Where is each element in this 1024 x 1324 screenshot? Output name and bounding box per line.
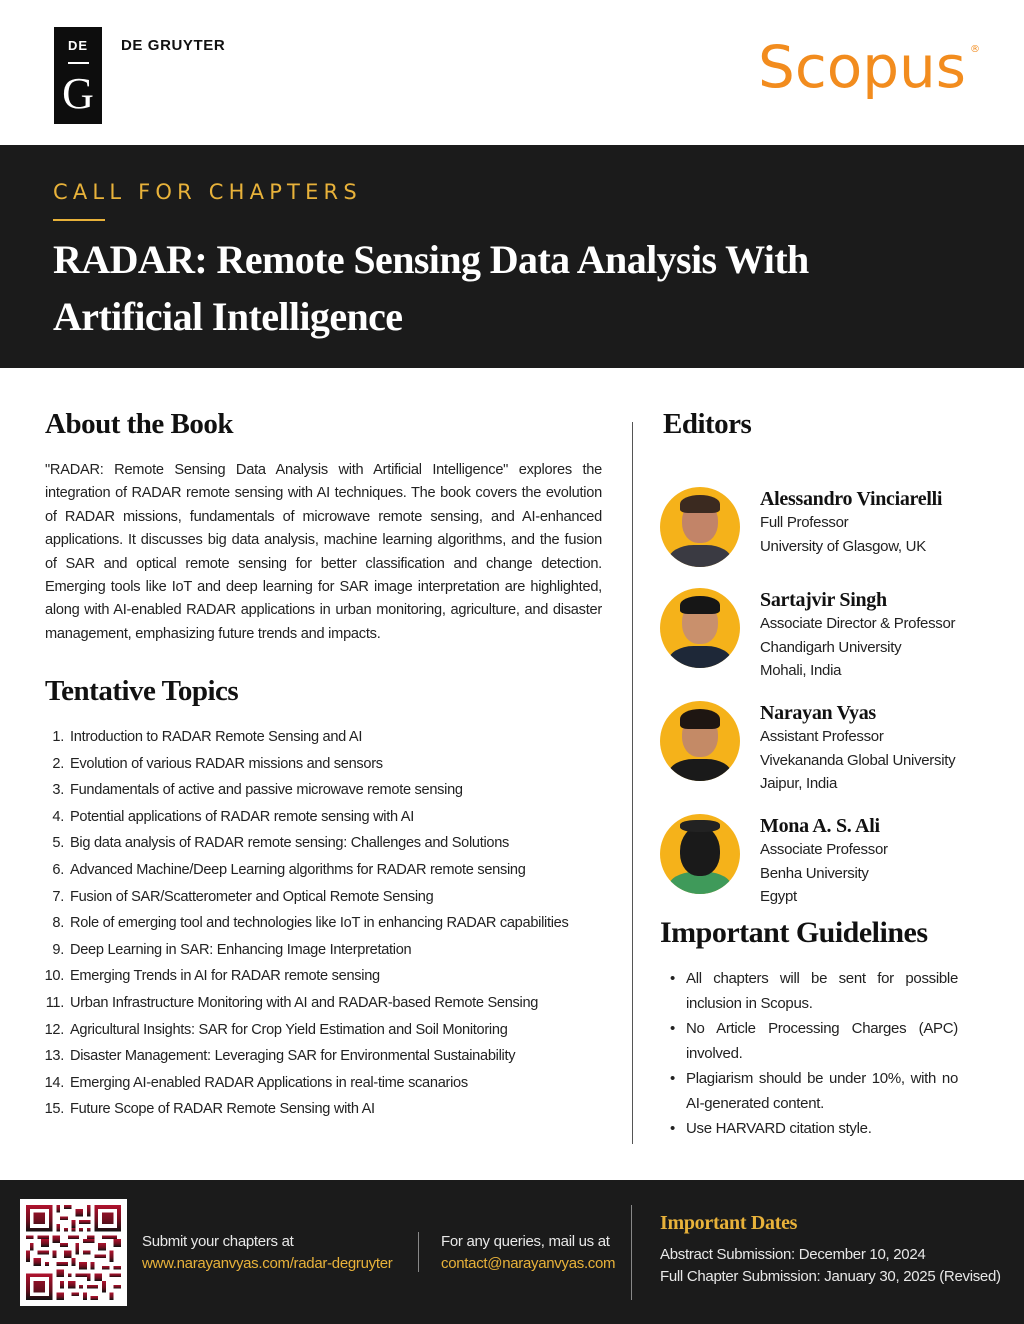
avatar bbox=[660, 588, 740, 668]
submission-info bbox=[142, 1231, 392, 1275]
topic-number: 15. bbox=[44, 1101, 64, 1118]
editor-affiliation: University of Glasgow, UK bbox=[760, 537, 926, 555]
avatar-hair-shape bbox=[680, 709, 720, 729]
about-heading: About the Book bbox=[45, 408, 233, 440]
qr-code-icon[interactable] bbox=[20, 1199, 127, 1306]
logo-bar bbox=[68, 62, 89, 64]
dates-heading: Important Dates bbox=[660, 1212, 798, 1234]
topic-text: Evolution of various RADAR missions and sensors bbox=[70, 755, 383, 772]
about-description: "RADAR: Remote Sensing Data Analysis with Artificial Intelligence" explores the integration of RADAR remote sensing with AI techniques. The book covers the evolution of RADAR missions, fundamentals of microwave remote sensing, and AI-enhanced applications. It discusses big data analysis, machine learning algorithms, and the fusion of SAR and optical remote sensing for better classification and change detection. Emerging tools like IoT and deep learning for SAR image interpretation are highlighted, along with AI-enabled RADAR applications in urban monitoring, agriculture, and disaster management, emphasizing future trends and impacts. bbox=[45, 462, 602, 642]
avatar bbox=[660, 487, 740, 567]
topic-item bbox=[40, 885, 620, 912]
full-chapter-deadline: Full Chapter Submission: January 30, 2025 (Revised) bbox=[660, 1268, 1001, 1285]
footer-divider bbox=[418, 1232, 419, 1272]
guideline-text: No Article Processing Charges (APC) involved. bbox=[686, 1020, 958, 1062]
avatar-hair-shape bbox=[680, 495, 720, 513]
contact-info bbox=[441, 1231, 615, 1275]
hero-banner bbox=[0, 145, 1024, 368]
topic-number: 14. bbox=[44, 1074, 64, 1091]
editor-title: Associate Director & Professor bbox=[760, 615, 956, 632]
avatar-body-shape bbox=[668, 759, 732, 781]
topic-number: 5. bbox=[52, 835, 64, 852]
topic-text: Future Scope of RADAR Remote Sensing with AI bbox=[70, 1101, 375, 1118]
submit-label: Submit your chapters at bbox=[142, 1233, 294, 1250]
topic-text: Role of emerging tool and technologies like IoT in enhancing RADAR capabilities bbox=[70, 915, 569, 932]
topic-item bbox=[40, 778, 620, 805]
topic-number: 6. bbox=[52, 861, 64, 878]
topic-text: Emerging Trends in AI for RADAR remote sensing bbox=[70, 968, 380, 985]
bullet-icon: • bbox=[670, 1070, 675, 1087]
footer-divider bbox=[631, 1205, 632, 1300]
topic-text: Introduction to RADAR Remote Sensing and AI bbox=[70, 729, 363, 745]
publisher-name: DE GRUYTER bbox=[121, 37, 226, 54]
topic-item bbox=[40, 911, 620, 938]
abstract-deadline: Abstract Submission: December 10, 2024 bbox=[660, 1246, 926, 1263]
editor-title: Full Professor bbox=[760, 514, 849, 531]
avatar-head-shape bbox=[680, 826, 720, 876]
topic-text: Fundamentals of active and passive microwave remote sensing bbox=[70, 782, 463, 799]
topic-number: 10. bbox=[44, 968, 64, 985]
editor-affiliation: Vivekananda Global University bbox=[760, 751, 956, 769]
topic-number: 2. bbox=[52, 755, 64, 772]
editor-location: Egypt bbox=[760, 888, 797, 905]
logo-text-g: G bbox=[62, 69, 94, 118]
avatar-hair-shape bbox=[680, 596, 720, 614]
book-title: RADAR: Remote Sensing Data Analysis With Artificial Intelligence bbox=[53, 237, 809, 339]
topic-text: Agricultural Insights: SAR for Crop Yield Estimation and Soil Monitoring bbox=[70, 1021, 508, 1038]
avatar bbox=[660, 814, 740, 894]
editor-title: Assistant Professor bbox=[760, 728, 884, 745]
editors-heading: Editors bbox=[663, 408, 752, 440]
topic-item bbox=[40, 805, 620, 832]
de-gruyter-logo bbox=[54, 27, 102, 124]
avatar bbox=[660, 701, 740, 781]
topic-item bbox=[40, 938, 620, 965]
topic-item bbox=[40, 1044, 620, 1071]
topic-item bbox=[40, 831, 620, 858]
topic-item bbox=[40, 991, 620, 1018]
editor-affiliation: Chandigarh University bbox=[760, 638, 902, 656]
accent-rule bbox=[53, 219, 105, 221]
qr-code-graphic bbox=[26, 1205, 121, 1300]
topic-item bbox=[40, 964, 620, 991]
logo-text-de: DE bbox=[67, 38, 89, 53]
guideline-text: Plagiarism should be under 10%, with no AI-generated content. bbox=[686, 1070, 958, 1112]
topics-list bbox=[40, 725, 620, 1124]
guidelines-heading: Important Guidelines bbox=[660, 916, 928, 949]
bullet-icon: • bbox=[670, 1120, 675, 1137]
submit-link[interactable]: www.narayanvyas.com/radar-degruyter bbox=[142, 1255, 393, 1272]
editor-affiliation: Benha University bbox=[760, 864, 869, 882]
topic-number: 12. bbox=[44, 1021, 64, 1038]
guideline-item bbox=[668, 1016, 958, 1066]
bullet-icon: • bbox=[670, 1020, 675, 1037]
guidelines-list bbox=[668, 966, 958, 1141]
topic-text: Big data analysis of RADAR remote sensing: Challenges and Solutions bbox=[70, 835, 510, 852]
header-bar bbox=[0, 0, 1024, 145]
topic-text: Urban Infrastructure Monitoring with AI and RADAR-based Remote Sensing bbox=[70, 994, 539, 1011]
topic-text: Emerging AI-enabled RADAR Applications in real-time scanarios bbox=[70, 1074, 468, 1091]
bullet-icon: • bbox=[670, 970, 675, 987]
topic-number: 9. bbox=[52, 941, 64, 958]
editor-name: Narayan Vyas bbox=[760, 702, 876, 724]
editor-name: Alessandro Vinciarelli bbox=[760, 488, 943, 510]
editor-name: Mona A. S. Ali bbox=[760, 815, 880, 837]
topic-number: 4. bbox=[52, 808, 64, 825]
topic-text: Deep Learning in SAR: Enhancing Image Interpretation bbox=[70, 941, 412, 958]
topic-number: 3. bbox=[52, 782, 64, 799]
registered-mark: ® bbox=[970, 44, 980, 55]
guideline-item bbox=[668, 966, 958, 1016]
topic-number: 13. bbox=[44, 1048, 64, 1065]
topic-text: Fusion of SAR/Scatterometer and Optical Remote Sensing bbox=[70, 888, 434, 905]
guideline-item bbox=[668, 1066, 958, 1116]
topic-item bbox=[40, 725, 620, 752]
topic-item bbox=[40, 1018, 620, 1045]
topic-item bbox=[40, 752, 620, 779]
topic-number: 8. bbox=[52, 915, 64, 932]
topic-text: Advanced Machine/Deep Learning algorithms for RADAR remote sensing bbox=[70, 861, 526, 878]
topic-text: Disaster Management: Leveraging SAR for Environmental Sustainability bbox=[70, 1048, 516, 1065]
avatar-cap-shape bbox=[680, 820, 720, 832]
topic-text: Potential applications of RADAR remote sensing with AI bbox=[70, 808, 414, 825]
contact-email-link[interactable]: contact@narayanvyas.com bbox=[441, 1255, 616, 1272]
topic-number: 11. bbox=[45, 994, 64, 1011]
scopus-logo: Scopus bbox=[758, 33, 966, 101]
guideline-text: Use HARVARD citation style. bbox=[686, 1120, 872, 1137]
editor-location: Mohali, India bbox=[760, 662, 842, 679]
topic-number: 7. bbox=[52, 888, 64, 905]
topic-item bbox=[40, 858, 620, 885]
avatar-body-shape bbox=[668, 646, 732, 668]
mail-label: For any queries, mail us at bbox=[441, 1233, 610, 1250]
editor-title: Associate Professor bbox=[760, 841, 888, 858]
guideline-item bbox=[668, 1116, 958, 1141]
topic-item bbox=[40, 1097, 620, 1124]
avatar-body-shape bbox=[668, 545, 732, 567]
editor-name: Sartajvir Singh bbox=[760, 589, 887, 611]
topic-item bbox=[40, 1071, 620, 1098]
column-divider bbox=[632, 422, 633, 1144]
footer-band bbox=[0, 1180, 1024, 1324]
call-for-chapters-label: CALL FOR CHAPTERS bbox=[53, 180, 362, 204]
topics-heading: Tentative Topics bbox=[45, 675, 239, 707]
editor-location: Jaipur, India bbox=[760, 775, 837, 792]
topic-number: 1. bbox=[52, 729, 64, 745]
guideline-text: All chapters will be sent for possible inclusion in Scopus. bbox=[686, 970, 958, 1012]
